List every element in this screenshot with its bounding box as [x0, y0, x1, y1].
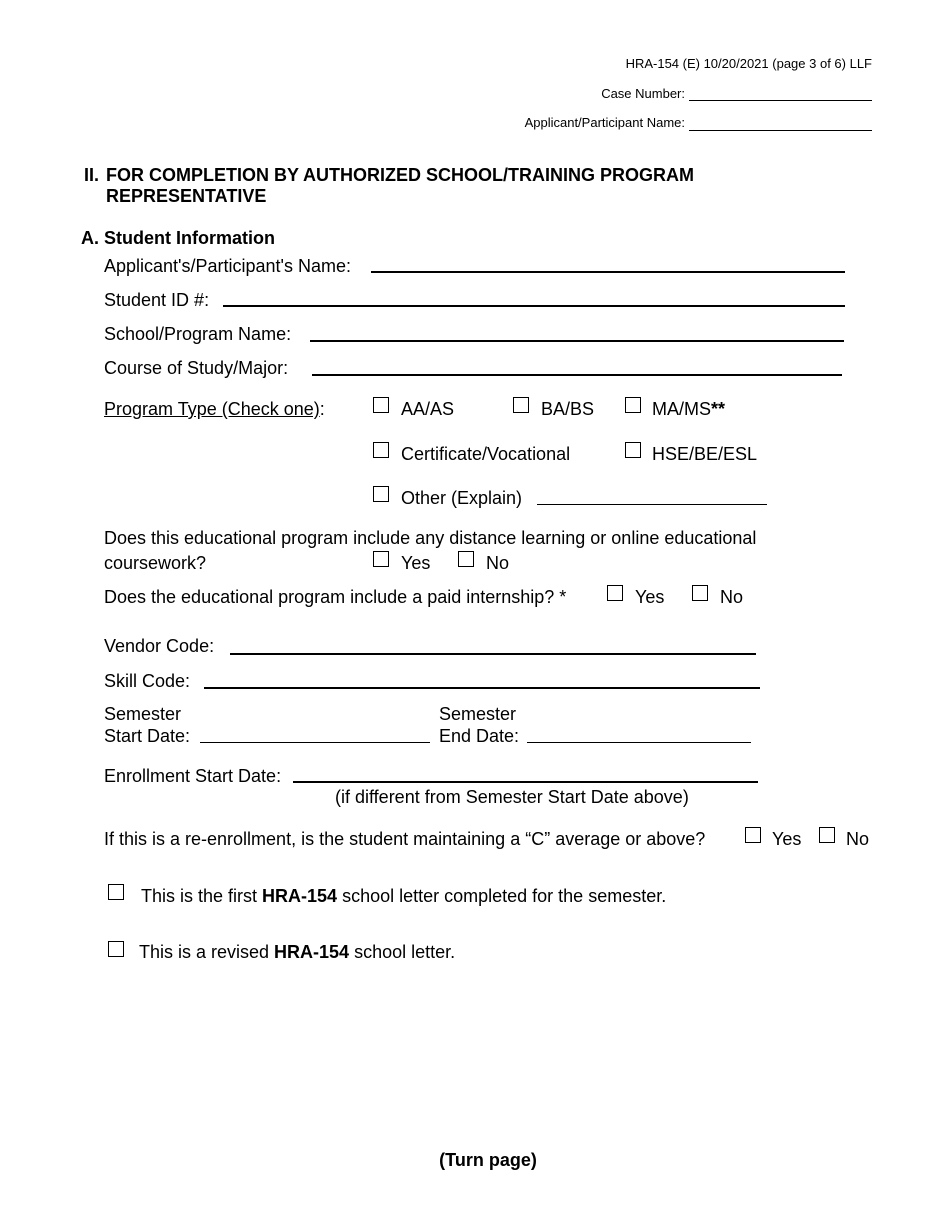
student-id-label: Student ID #: — [104, 290, 210, 310]
internship-yes-label: Yes — [635, 587, 665, 607]
other-checkbox[interactable] — [373, 486, 389, 502]
vendor-code-label: Vendor Code: — [104, 636, 215, 656]
first-letter-statement: This is the first HRA-154 school letter completed for the semester. — [141, 886, 667, 906]
applicant-participant-name-field[interactable] — [371, 271, 845, 273]
reenroll-yes-checkbox[interactable] — [745, 827, 761, 843]
internship-no-label: No — [720, 587, 744, 607]
student-id-field[interactable] — [223, 305, 845, 307]
reenroll-yes-label: Yes — [772, 829, 802, 849]
skill-code-label: Skill Code: — [104, 671, 191, 691]
section-number: II. — [84, 165, 100, 185]
certificate-vocational-checkbox[interactable] — [373, 442, 389, 458]
course-of-study-field[interactable] — [312, 374, 842, 376]
semester-start-label-line2: Start Date: — [104, 726, 191, 746]
other-explain-field[interactable] — [537, 504, 767, 505]
enrollment-start-date-field[interactable] — [293, 781, 758, 783]
distance-no-checkbox[interactable] — [458, 551, 474, 567]
other-label: Other (Explain) — [401, 488, 523, 508]
ba-bs-checkbox[interactable] — [513, 397, 529, 413]
applicant-participant-name-label: Applicant's/Participant's Name: — [104, 256, 351, 276]
ma-ms-label: MA/MS** — [652, 399, 726, 419]
program-type-label: Program Type (Check one): — [104, 399, 325, 419]
semester-end-label-line1: Semester — [439, 704, 517, 724]
form-id: HRA-154 (E) 10/20/2021 (page 3 of 6) LLF — [625, 56, 872, 71]
vendor-code-field[interactable] — [230, 653, 756, 655]
distance-learning-question-line1: Does this educational program include any distance learning or online educational — [104, 528, 757, 548]
ba-bs-label: BA/BS — [541, 399, 595, 419]
applicant-name-label: Applicant/Participant Name: — [524, 115, 685, 130]
reenroll-no-checkbox[interactable] — [819, 827, 835, 843]
aa-as-checkbox[interactable] — [373, 397, 389, 413]
revised-letter-checkbox[interactable] — [108, 941, 124, 957]
enrollment-start-date-label: Enrollment Start Date: — [104, 766, 282, 786]
applicant-name-header-field[interactable] — [689, 130, 872, 131]
semester-start-date-field[interactable] — [200, 742, 430, 743]
subsection-title: Student Information — [104, 228, 275, 248]
section-title-line2: REPRESENTATIVE — [106, 186, 267, 206]
course-of-study-label: Course of Study/Major: — [104, 358, 289, 378]
first-letter-checkbox[interactable] — [108, 884, 124, 900]
distance-yes-label: Yes — [401, 553, 431, 573]
semester-end-date-field[interactable] — [527, 742, 751, 743]
certificate-vocational-label: Certificate/Vocational — [401, 444, 571, 464]
internship-yes-checkbox[interactable] — [607, 585, 623, 601]
semester-start-label-line1: Semester — [104, 704, 182, 724]
aa-as-label: AA/AS — [401, 399, 455, 419]
school-program-name-label: School/Program Name: — [104, 324, 292, 344]
internship-no-checkbox[interactable] — [692, 585, 708, 601]
subsection-letter: A. — [81, 228, 99, 248]
reenroll-no-label: No — [846, 829, 870, 849]
revised-letter-statement: This is a revised HRA-154 school letter. — [139, 942, 456, 962]
reenrollment-question: If this is a re-enrollment, is the student maintaining a “C” average or above? — [104, 829, 706, 849]
hse-be-esl-checkbox[interactable] — [625, 442, 641, 458]
semester-end-label-line2: End Date: — [439, 726, 520, 746]
distance-learning-question-line2: coursework? — [104, 553, 207, 573]
distance-no-label: No — [486, 553, 510, 573]
turn-page-note: (Turn page) — [439, 1150, 537, 1170]
case-number-label: Case Number: — [601, 86, 685, 101]
internship-question: Does the educational program include a paid internship? * — [104, 587, 567, 607]
skill-code-field[interactable] — [204, 687, 760, 689]
school-program-name-field[interactable] — [310, 340, 844, 342]
distance-yes-checkbox[interactable] — [373, 551, 389, 567]
enrollment-note: (if different from Semester Start Date above) — [335, 787, 689, 807]
section-title-line1: FOR COMPLETION BY AUTHORIZED SCHOOL/TRAINING PROGRAM — [106, 165, 694, 185]
hse-be-esl-label: HSE/BE/ESL — [652, 444, 758, 464]
case-number-field[interactable] — [689, 100, 872, 101]
ma-ms-checkbox[interactable] — [625, 397, 641, 413]
